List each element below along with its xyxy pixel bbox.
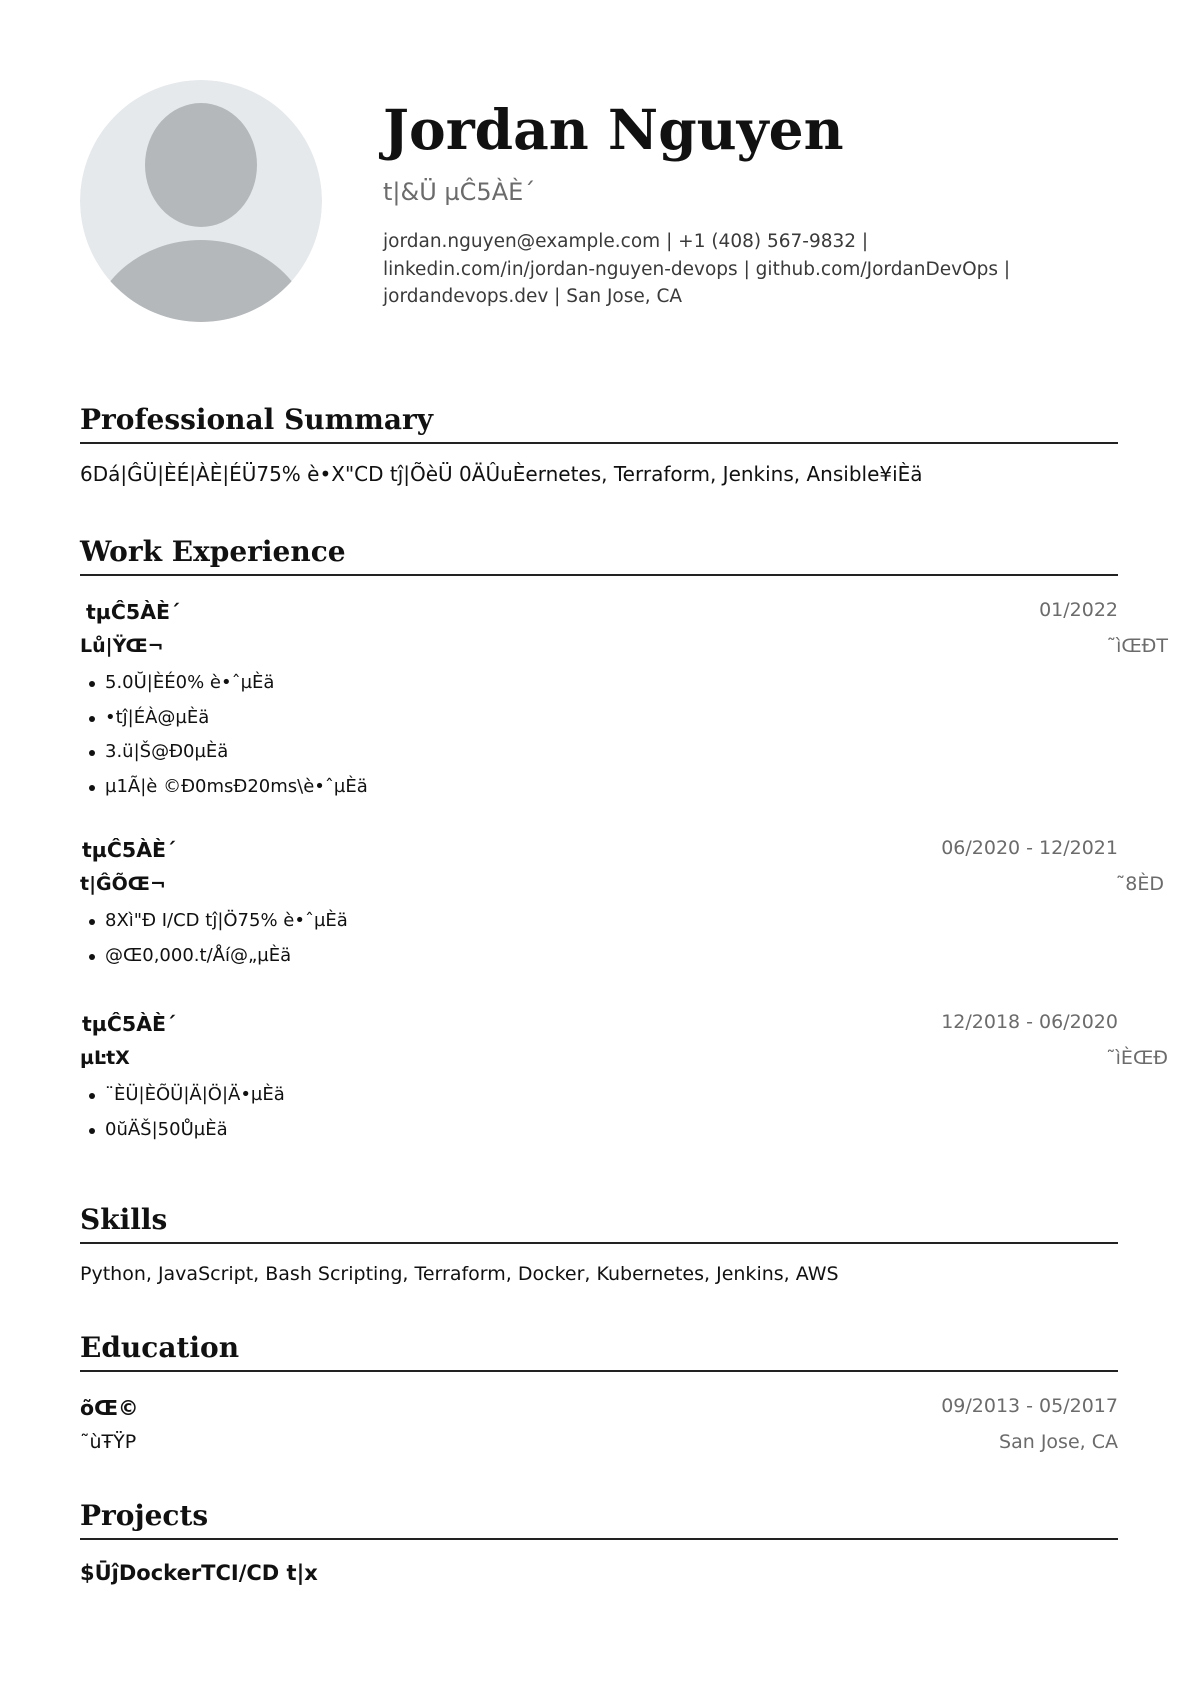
bullet-dot [89,1128,95,1134]
list-item [80,1078,1118,1113]
list-item [80,666,1118,701]
summary-section [80,402,1118,488]
job-entry [80,832,1164,973]
candidate-role: t|&Ü µĈ5ÀÈ´ [383,178,536,206]
list-item [80,904,1118,939]
bullet-dot [89,681,95,687]
skills-text: Python, JavaScript, Bash Scripting, Terraform, Docker, Kubernetes, Jenkins, AWS [80,1263,839,1285]
avatar [80,80,322,322]
list-item [80,735,1118,770]
bullet-text: 5.0Ŭ|ÈÉ0% è•ˆµÈä [105,672,275,693]
list-item [80,701,1118,736]
bullet-dot [89,919,95,925]
bullet-text: •tĵ|ÉÀ@µÈä [105,706,210,728]
section-title-skills: Skills [80,1202,1118,1244]
list-item [80,770,1118,805]
job-date: 12/2018 - 06/2020 [941,1011,1118,1033]
experience-section [80,534,1118,576]
education-section [80,1330,1118,1372]
project-title: $ŪĵDockerTCI/CD t|x [80,1561,318,1585]
bullet-dot [89,785,95,791]
school-name: õŒ© [80,1396,139,1420]
bullet-dot [89,954,95,960]
section-title-experience: Work Experience [80,534,1118,576]
job-location: ˜8ÈD [1115,873,1164,895]
bullet-dot [89,750,95,756]
section-title-education: Education [80,1330,1118,1372]
degree-name: ˜ùŦŸP [80,1431,137,1453]
job-bullets [80,904,1118,973]
job-date: 06/2020 - 12/2021 [941,837,1118,859]
skills-section [80,1202,1118,1288]
bullet-text: ¨ÈÜ|ÈÕÜ|Ä|Ö|Ä•µÈä [105,1084,285,1105]
bullet-text: @Œ0,000.t/Åí@„µÈä [105,944,292,966]
bullet-text: 0ŭÄŠ|50ŮµÈä [105,1118,228,1140]
job-company: t|ĜÕŒ¬ [80,873,166,895]
education-date: 09/2013 - 05/2017 [941,1395,1118,1417]
list-item [80,1113,1118,1148]
bullet-dot [89,1093,95,1099]
job-bullets [80,666,1118,804]
bullet-text: 3.ü|Š@Đ0µÈä [105,741,229,762]
contact-info: jordan.nguyen@example.com | +1 (408) 567-9832 | linkedin.com/in/jordan-nguyen-devops | github.com/JordanDevOps | jordandevops.dev | San Jose, CA [383,231,1011,307]
job-title: tµĈ5ÀÈ´ [86,600,181,624]
education-location: San Jose, CA [999,1431,1118,1453]
job-entry [80,594,1168,804]
list-item [80,939,1118,974]
job-entry [80,1006,1168,1147]
job-date: 01/2022 [1039,599,1118,621]
job-company: µĿtX [80,1047,130,1069]
job-bullets [80,1078,1118,1147]
job-title: tµĈ5ÀÈ´ [82,1012,177,1036]
candidate-name: Jordan Nguyen [383,97,844,162]
job-location: ˜ìÈŒÐ [1106,1047,1168,1069]
header [383,92,1083,311]
job-title: tµĈ5ÀÈ´ [82,838,177,862]
bullet-text: 8Xì"Đ I/CD tĵ|Ö75% è•ˆµÈä [105,910,348,931]
projects-section [80,1498,1118,1588]
person-silhouette-icon [80,80,322,322]
bullet-dot [89,716,95,722]
section-title-summary: Professional Summary [80,402,1118,444]
job-location: ˜ìŒĐT [1106,635,1168,657]
education-entry [80,1390,1118,1462]
bullet-text: µ1Ã|è ©Ð0msĐ20ms\è•ˆµÈä [105,775,368,797]
job-company: Lů|ŸŒ¬ [80,635,164,657]
summary-text: 6Dá|ĜÜ|ÈÉ|ÀÈ|ÉÜ75% è•X"CD tĵ|ÕèÜ 0ÄÛuÈernetes, Terraform, Jenkins, Ansible¥iÈä [80,462,923,486]
section-title-projects: Projects [80,1498,1118,1540]
